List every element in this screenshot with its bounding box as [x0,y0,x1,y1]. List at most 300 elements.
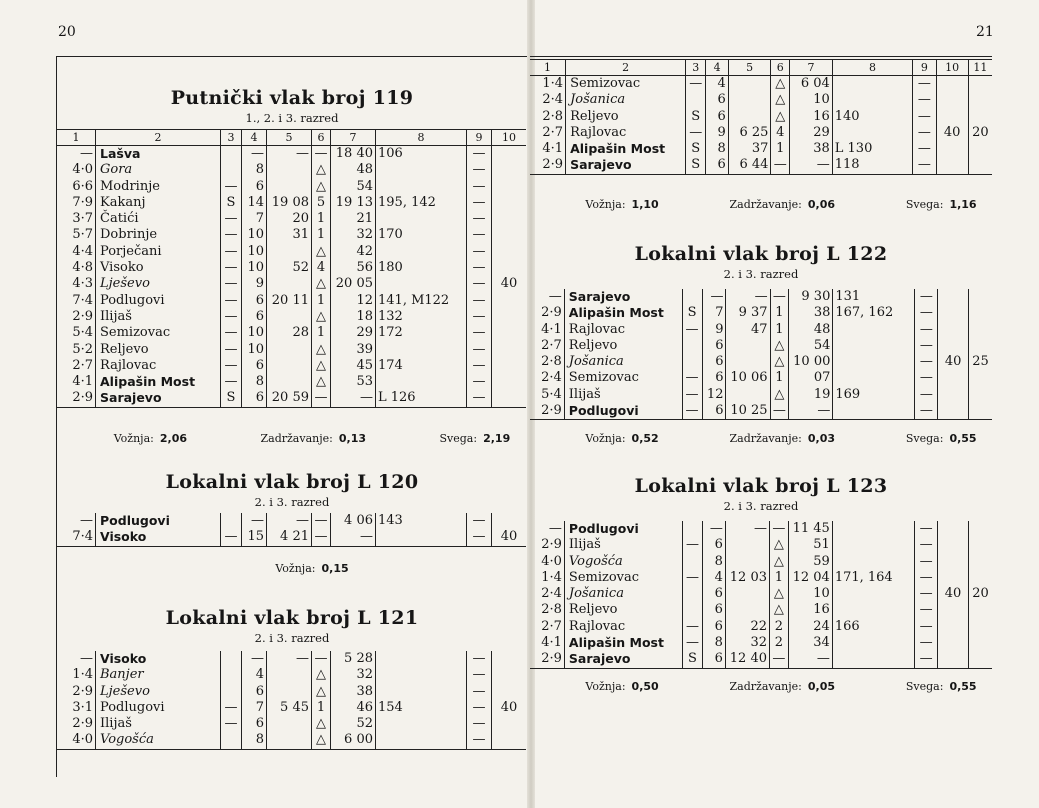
station-cell: Rajlovac [96,358,221,374]
km-cell: — [57,513,96,529]
table-row [530,537,992,553]
train-L121-table [57,651,527,750]
stat-svega [906,680,977,693]
departure-cell: 51 [788,537,832,553]
train_L121-timetable [57,651,526,750]
station-cell: Reljevo [96,342,221,358]
train-L122-block [530,243,992,281]
table-row [57,684,526,700]
connection-cell: 174 [376,358,467,374]
travel-time-cell: 10 [242,244,267,260]
col11-cell [969,403,993,420]
departure-cell: 21 [331,211,376,227]
col10-cell [938,570,969,586]
column-header: 10 [492,130,527,146]
station-cell: Jošanica [564,586,682,602]
arrival-cell: 9 37 [726,305,770,321]
arrival-cell [267,276,312,292]
departure-cell: 10 [788,586,832,602]
connection-cell: 166 [832,619,914,635]
col10-cell [492,244,527,260]
arrival-cell: 10 25 [726,403,770,420]
travel-time-cell: 6 [242,309,267,325]
col9-cell: — [915,521,938,537]
col9-cell: — [467,342,492,358]
stat-voznja [585,680,658,693]
travel-time-cell: 6 [702,370,726,386]
km-cell: — [530,521,564,537]
travel-time-cell: 8 [706,141,728,157]
stat-label: Vožnja: [585,680,626,693]
note-cell [221,651,242,667]
stop-cell: △ [769,554,788,570]
station-cell: Alipašin Most [564,635,682,651]
travel-time-cell: 7 [702,305,726,321]
stop-cell: — [312,390,331,407]
km-cell: 2·7 [530,619,564,635]
travel-time-cell: 9 [242,276,267,292]
note-cell: — [686,125,706,141]
stat-label: Svega: [905,432,944,445]
departure-cell: 38 [331,684,376,700]
note-cell: — [221,244,242,260]
note-cell [221,146,242,163]
table-row [530,619,992,635]
table-row [530,338,992,354]
stat-value: 0,52 [631,432,659,445]
departure-cell: 45 [331,358,376,374]
col10-cell [492,293,527,309]
km-cell: 5·2 [57,342,96,358]
station-cell: Rajlovac [564,619,682,635]
stat-value: 2,19 [483,432,511,445]
station-cell: Sarajevo [566,157,686,174]
stat-value: 1,10 [631,198,659,211]
column-header: 9 [467,130,492,146]
travel-time-cell: 9 [702,322,726,338]
train-L120-subtitle: 2. i 3. razred [254,495,330,509]
stat-label: Svega: [905,198,944,211]
col9-cell: — [467,684,492,700]
col11-cell [968,570,992,586]
col10-cell [938,635,969,651]
stop-cell: △ [312,276,331,292]
col11-cell [968,141,992,157]
km-cell: 5·4 [530,387,564,403]
connection-cell [376,529,467,546]
travel-time-cell: 10 [242,227,267,243]
train-L123-table [530,521,992,669]
arrival-cell [267,162,312,178]
col10-cell [938,305,969,321]
column-header: 11 [968,60,992,76]
arrival-cell: 6 25 [728,125,771,141]
station-cell: Reljevo [566,109,686,125]
km-cell: 4·1 [57,374,96,390]
table-row [57,374,526,390]
col9-cell: — [467,700,492,716]
arrival-cell: — [267,146,312,163]
table-row [57,162,526,178]
stop-cell: △ [312,309,331,325]
train-top-right-stats [530,195,1032,211]
travel-time-cell: 4 [242,667,267,683]
col10-cell [492,195,527,211]
departure-cell: 42 [331,244,376,260]
note-cell: S [686,109,706,125]
col10-cell [492,211,527,227]
column-header: 9 [913,60,936,76]
column-header: 5 [267,130,312,146]
train-L121-block [57,607,527,645]
col9-cell: — [913,125,936,141]
table-row [57,513,526,529]
table-row [530,635,992,651]
travel-time-cell: 6 [702,537,725,553]
col9-cell: — [467,146,492,163]
stop-cell: — [769,651,788,668]
arrival-cell [725,537,769,553]
station-cell: Alipašin Most [96,374,221,390]
km-cell: 1·4 [530,76,566,93]
stop-cell: — [769,521,788,537]
connection-cell [833,403,915,420]
table-row [57,732,526,749]
travel-time-cell: 6 [702,602,725,618]
km-cell: 3·7 [57,211,96,227]
column-header: 2 [96,130,221,146]
km-cell: 2·9 [530,537,564,553]
stop-cell: △ [770,387,789,403]
stat-label: Svega: [905,680,944,693]
col9-cell: — [915,322,938,338]
column-header: 1 [57,130,96,146]
note-cell: — [682,322,702,338]
col9-cell: — [467,276,492,292]
train-L123-subtitle: 2. i 3. razred [723,499,799,513]
connection-cell: 171, 164 [832,570,914,586]
col9-cell: — [467,244,492,260]
col9-cell: — [915,403,938,420]
page-number-left: 20 [58,24,76,40]
arrival-cell [726,338,770,354]
station-cell: Vogošća [564,554,682,570]
note-cell: — [221,325,242,341]
km-cell: — [530,289,564,305]
station-cell: Sarajevo [564,289,682,305]
train-L123-block [530,475,992,513]
col9-cell: — [467,651,492,667]
connection-cell [832,586,914,602]
arrival-cell: 20 59 [267,390,312,407]
connection-cell: L 126 [376,390,467,407]
note-cell: S [221,390,242,407]
station-cell: Podlugovi [96,293,221,309]
arrival-cell: 12 40 [725,651,769,668]
km-cell: 6·6 [57,179,96,195]
note-cell: — [682,370,702,386]
col10-cell [938,537,969,553]
column-header: 1 [530,60,566,76]
stat-value: 0,06 [807,198,836,211]
departure-cell: 56 [331,260,376,276]
note-cell: S [686,141,706,157]
table-row [530,157,992,174]
station-cell: Lašva [96,146,221,163]
column-header: 3 [686,60,706,76]
table-row [530,586,992,602]
col9-cell: — [915,305,938,321]
travel-time-cell: 8 [702,635,725,651]
col9-cell: — [915,651,938,668]
stat-label: Svega: [439,432,478,445]
col11-cell [969,289,993,305]
col10-cell [938,403,969,420]
travel-time-cell: 6 [706,92,728,108]
col9-cell: — [915,586,938,602]
travel-time-cell: 10 [242,260,267,276]
note-cell [682,338,702,354]
arrival-cell [267,732,312,749]
col10-cell [938,338,969,354]
travel-time-cell: 6 [242,179,267,195]
km-cell: 2·9 [57,716,96,732]
departure-cell: 32 [331,667,376,683]
stat-label: Zadržavanje: [729,432,802,445]
stat-label: Vožnja: [275,562,316,575]
arrival-cell [267,684,312,700]
note-cell [682,586,702,602]
connection-cell [376,651,467,667]
travel-time-cell: 6 [702,619,725,635]
stop-cell: 1 [771,141,790,157]
table-row [530,76,992,93]
table-row [530,403,992,420]
note-cell: S [682,305,702,321]
col10-cell: 40 [492,529,527,546]
station-cell: Banjer [96,667,221,683]
arrival-cell: — [726,289,770,305]
table-row [530,109,992,125]
km-cell: 7·4 [57,293,96,309]
km-cell: 2·8 [530,354,564,370]
col11-cell [969,338,993,354]
arrival-cell [726,387,770,403]
column-header: 3 [221,130,242,146]
stop-cell: △ [771,92,790,108]
col10-cell [936,141,968,157]
col9-cell: — [915,537,938,553]
travel-time-cell: 8 [242,732,267,749]
col9-cell: — [467,374,492,390]
station-cell: Vogošća [96,732,221,749]
connection-cell: 169 [833,387,915,403]
note-cell: — [682,635,702,651]
connection-cell [832,92,912,108]
col11-cell: 25 [972,354,989,370]
left-page [56,56,527,777]
travel-time-cell: 6 [706,109,728,125]
connection-cell [832,635,914,651]
col9-cell: — [467,732,492,749]
stat-voznja [275,562,348,575]
travel-time-cell: 14 [242,195,267,211]
col11-cell [968,554,992,570]
train-L120-stats [57,559,567,575]
km-cell: 2·7 [530,338,564,354]
station-cell: Reljevo [564,338,682,354]
column-header: 7 [331,130,376,146]
km-cell: 5·4 [57,325,96,341]
col10-cell [938,387,969,403]
stat-value: 0,55 [949,432,977,445]
station-cell: Semizovac [566,76,686,93]
km-cell: 2·9 [530,305,564,321]
stat-value: 1,16 [949,198,977,211]
travel-time-cell: 7 [242,211,267,227]
km-cell: 2·9 [57,390,96,407]
departure-cell: 07 [789,370,833,386]
connection-cell: 143 [376,513,467,529]
table-row [57,700,526,716]
connection-cell [376,211,467,227]
train-119-subtitle: 1., 2. i 3. razred [245,111,339,125]
note-cell [221,162,242,178]
stop-cell: 1 [312,325,331,341]
km-cell: 4·0 [57,732,96,749]
departure-cell: 16 [788,602,832,618]
note-cell: — [221,293,242,309]
column-header: 6 [312,130,331,146]
stop-cell: △ [312,244,331,260]
note-cell: — [221,260,242,276]
col9-cell: — [467,293,492,309]
station-cell: Alipašin Most [566,141,686,157]
station-cell: Rajlovac [564,322,682,338]
note-cell: — [682,537,702,553]
travel-time-cell: 6 [702,354,726,370]
col10-cell [938,521,969,537]
station-cell: Jošanica [566,92,686,108]
train-L121-title: Lokalni vlak broj L 121 [165,607,419,629]
arrival-cell [267,179,312,195]
station-cell: Podlugovi [564,403,682,420]
col9-cell: — [467,227,492,243]
col10-cell [938,554,969,570]
km-cell: — [57,146,96,163]
train-L123-stats [530,677,1032,693]
train-L123-title: Lokalni vlak broj L 123 [634,475,888,497]
note-cell [682,602,702,618]
km-cell: 1·4 [57,667,96,683]
table-row [57,146,526,163]
stop-cell: △ [312,358,331,374]
travel-time-cell: — [242,146,267,163]
travel-time-cell: 6 [702,651,725,668]
stop-cell: 1 [769,570,788,586]
travel-time-cell: 6 [242,684,267,700]
note-cell [682,289,702,305]
station-cell: Semizovac [96,325,221,341]
arrival-cell: 31 [267,227,312,243]
km-cell: 3·1 [57,700,96,716]
col10-cell: 40 [500,276,518,292]
table-row [57,390,526,407]
arrival-cell: 52 [267,260,312,276]
departure-cell: 16 [790,109,833,125]
connection-cell [832,651,914,668]
col9-cell: — [913,76,936,93]
station-cell: Jošanica [564,354,682,370]
train-L120-title: Lokalni vlak broj L 120 [165,471,419,493]
station-cell: Dobrinje [96,227,221,243]
col9-cell: — [467,529,492,546]
note-cell: — [221,374,242,390]
travel-time-cell: 6 [242,716,267,732]
stat-voznja [585,432,658,445]
departure-cell: 54 [331,179,376,195]
note-cell [686,92,706,108]
col10-cell [492,358,527,374]
col10-cell: 40 [938,586,969,602]
stop-cell: △ [312,732,331,749]
col10-cell [938,289,969,305]
table-row [530,602,992,618]
note-cell: — [682,387,702,403]
connection-cell: 167, 162 [833,305,915,321]
travel-time-cell: — [242,651,267,667]
table-row [57,309,526,325]
connection-cell [832,125,912,141]
stop-cell: — [312,529,331,546]
arrival-cell: 4 21 [267,529,312,546]
col10-cell [492,667,527,683]
stop-cell: 1 [312,700,331,716]
stop-cell: 4 [771,125,790,141]
col9-cell: — [913,157,936,174]
departure-cell: 20 05 [331,276,376,292]
note-cell: — [221,716,242,732]
stop-cell: 1 [312,293,331,309]
col11-cell [968,635,992,651]
col9-cell: — [915,570,938,586]
arrival-cell: 10 06 [726,370,770,386]
stat-value: 0,13 [338,432,366,445]
stat-value: 0,55 [949,680,977,693]
col10-cell [938,619,969,635]
departure-cell: 54 [789,338,833,354]
departure-cell: 19 [789,387,833,403]
arrival-cell: 20 [267,211,312,227]
col11-cell [969,322,993,338]
col10-cell [492,513,527,529]
arrival-cell [728,76,771,93]
travel-time-cell: — [702,289,726,305]
departure-cell: 48 [789,322,833,338]
stop-cell: 2 [769,635,788,651]
col9-cell: — [913,109,936,125]
arrival-cell: 19 08 [267,195,312,211]
connection-cell: 118 [832,157,912,174]
col10-cell [492,179,527,195]
connection-cell [376,716,467,732]
stop-cell: △ [769,586,788,602]
stop-cell: △ [312,716,331,732]
note-cell: — [221,342,242,358]
km-cell: 2·4 [530,586,564,602]
stop-cell: △ [312,684,331,700]
connection-cell: 140 [832,109,912,125]
